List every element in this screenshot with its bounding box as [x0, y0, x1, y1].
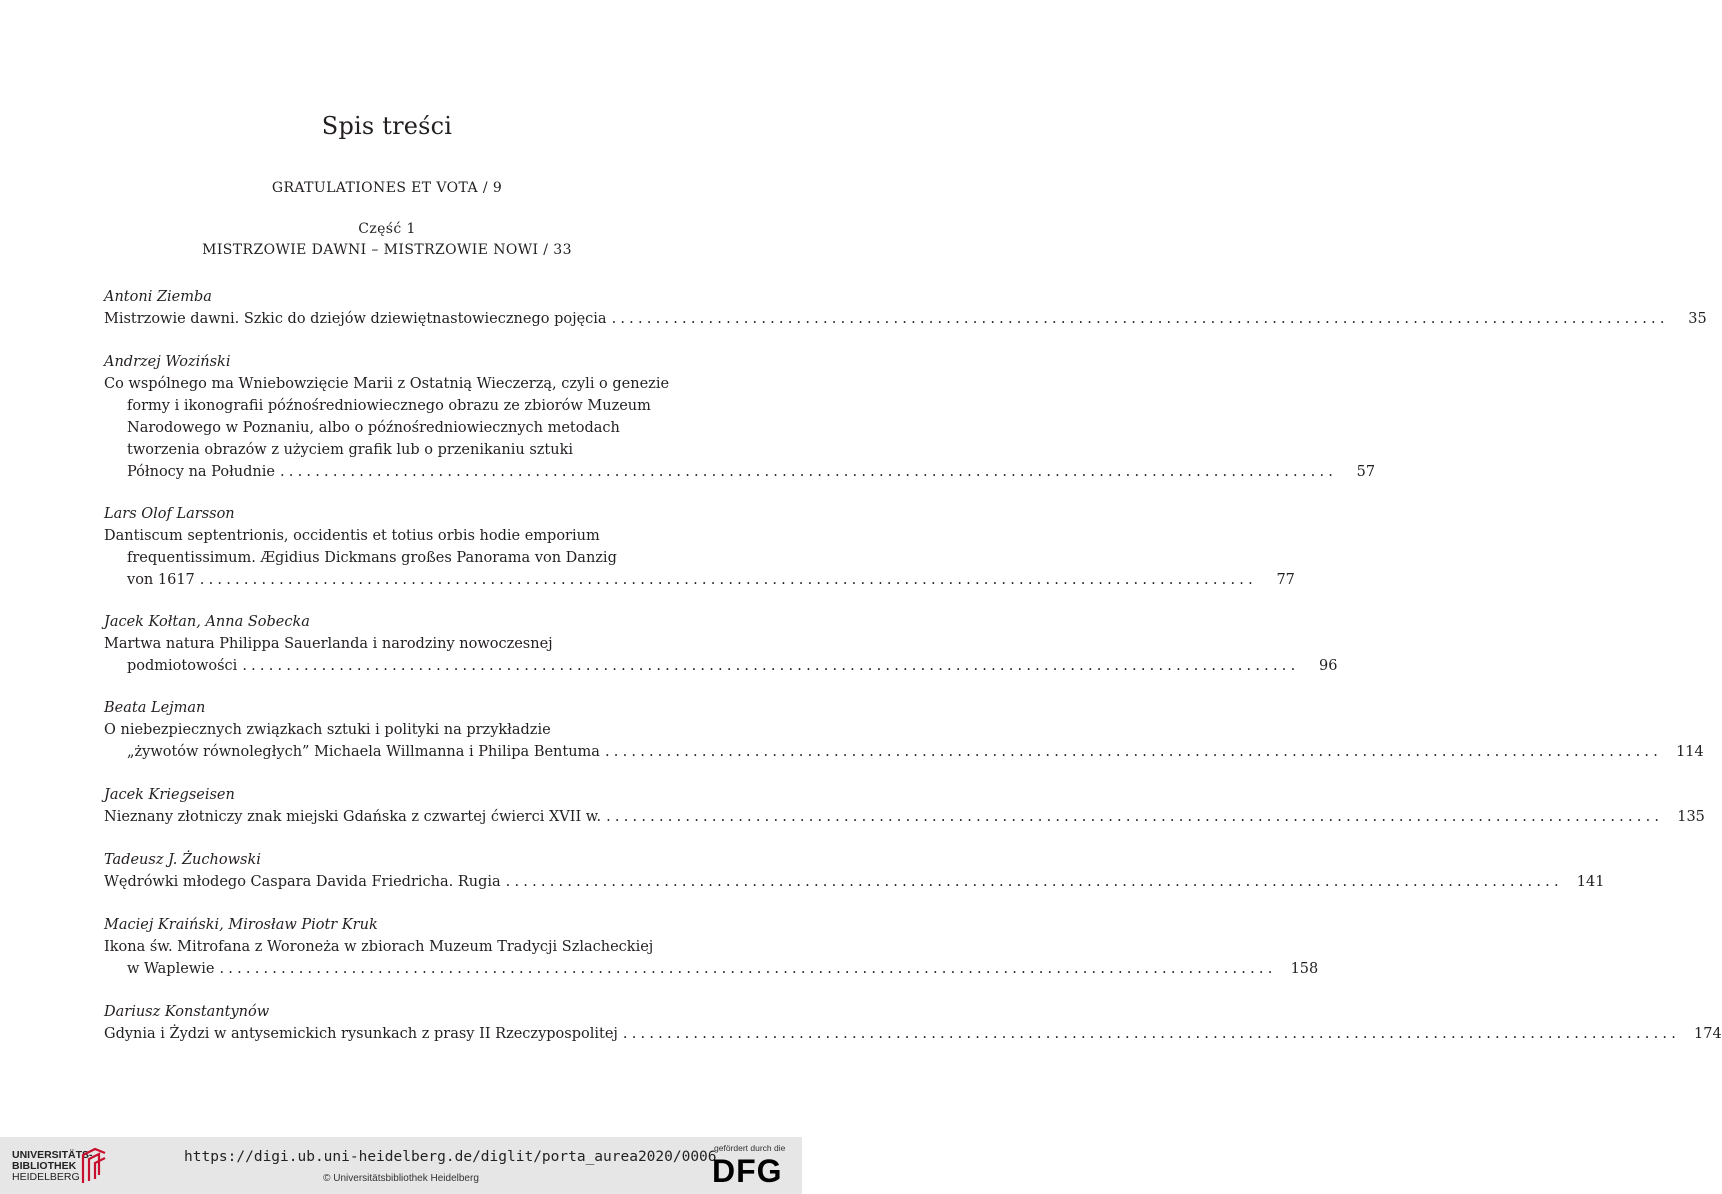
leader-dots: ........................................................................................................................ — [604, 744, 1663, 760]
toc-entry[interactable] — [104, 849, 1605, 893]
entry-title-line: Co wspólnego ma Wniebowzięcie Marii z Ostatnią Wieczerzą, czyli o genezie — [104, 376, 670, 392]
entry-author: Beata Lejman — [104, 700, 206, 716]
entry-page-number: 77 — [1276, 572, 1295, 588]
entry-page-number: 174 — [1694, 1026, 1722, 1042]
entry-title-line: O niebezpiecznych związkach sztuki i polityki na przykładzie — [104, 722, 551, 738]
toc-entry[interactable] — [104, 351, 1376, 483]
entry-title-last-line — [104, 741, 1704, 763]
toc-entry[interactable] — [104, 286, 1707, 330]
leader-dots: ........................................................................................................................ — [505, 874, 1563, 890]
entry-page-number: 135 — [1677, 809, 1705, 825]
page-title: Spis treści — [321, 112, 453, 140]
leader-dots: ........................................................................................................................ — [199, 572, 1257, 588]
footer-bar — [0, 1137, 802, 1194]
library-logo-line: UNIVERSITÄTS- — [12, 1149, 93, 1161]
entry-author: Maciej Kraiński, Mirosław Piotr Kruk — [104, 917, 378, 933]
dfg-logo[interactable]: DFG — [712, 1153, 783, 1189]
entry-author: Jacek Kołtan, Anna Sobecka — [104, 614, 310, 630]
entry-author: Dariusz Konstantynów — [104, 1004, 270, 1020]
entry-title-line: Narodowego w Poznaniu, albo o późnośredniowiecznych metodach — [127, 420, 620, 436]
library-logo-line: BIBLIOTHEK — [12, 1160, 77, 1172]
entry-title-last-line — [104, 308, 1707, 330]
entry-author: Lars Olof Larsson — [104, 506, 235, 522]
entry-title: „żywotów równoległych” Michaela Willmanna i Philipa Bentuma — [127, 744, 600, 760]
leader-dots: ........................................................................................................................ — [611, 311, 1669, 327]
entry-page-number: 35 — [1688, 311, 1707, 327]
entry-title-last-line — [104, 461, 1376, 483]
entry-title-line: tworzenia obrazów z użyciem grafik lub o przenikaniu sztuki — [127, 442, 574, 458]
entry-author: Andrzej Woziński — [104, 354, 231, 370]
entry-title-last-line — [104, 958, 1319, 980]
entry-page-number: 158 — [1290, 961, 1319, 977]
toc-entry[interactable] — [104, 503, 1295, 591]
entry-title: Wędrówki młodego Caspara Davida Friedricha. Rugia — [104, 874, 501, 890]
funder-label: gefördert durch die — [714, 1143, 786, 1153]
entry-title-last-line — [104, 806, 1705, 828]
entry-author: Jacek Kriegseisen — [104, 787, 235, 803]
entry-title-line: Ikona św. Mitrofana z Woroneża w zbiorach Muzeum Tradycji Szlacheckiej — [104, 939, 654, 955]
toc-entry[interactable] — [104, 784, 1705, 828]
entry-title: Gdynia i Żydzi w antysemickich rysunkach z prasy II Rzeczypospolitej — [104, 1026, 618, 1042]
entry-title: podmiotowości — [127, 658, 238, 674]
entry-title-last-line — [104, 871, 1605, 893]
part-label: Część 1 — [358, 221, 416, 237]
entry-title-line: Dantiscum septentrionis, occidentis et totius orbis hodie emporium — [104, 528, 600, 544]
entry-title-last-line — [104, 655, 1338, 677]
toc-entry[interactable] — [104, 697, 1704, 763]
entry-title-line: frequentissimum. Ægidius Dickmans großes Panorama von Danzig — [127, 550, 617, 566]
leader-dots: ........................................................................................................................ — [606, 809, 1664, 825]
leader-dots: ........................................................................................................................ — [622, 1026, 1681, 1042]
entry-title-last-line — [104, 1023, 1722, 1045]
toc-entry[interactable] — [104, 914, 1319, 980]
entry-title: w Waplewie — [127, 961, 215, 977]
entry-title: Nieznany złotniczy znak miejski Gdańska z czwartej ćwierci XVII w. — [104, 809, 602, 825]
part-heading[interactable]: MISTRZOWIE DAWNI – MISTRZOWIE NOWI / 33 — [202, 242, 572, 258]
entry-title-line: formy i ikonografii późnośredniowiecznego obrazu ze zbiorów Muzeum — [127, 398, 651, 414]
entry-title-last-line — [104, 569, 1295, 591]
entry-title: von 1617 — [127, 572, 195, 588]
entry-page-number: 57 — [1356, 464, 1376, 480]
leader-dots: ........................................................................................................................ — [242, 658, 1300, 674]
entry-title: Północy na Południe — [127, 464, 275, 480]
leader-dots: ........................................................................................................................ — [279, 464, 1338, 480]
entry-title: Mistrzowie dawni. Szkic do dziejów dziewiętnastowiecznego pojęcia — [104, 311, 607, 327]
entry-title-line: Martwa natura Philippa Sauerlanda i narodziny nowoczesnej — [104, 636, 553, 652]
source-url-link[interactable]: https://digi.ub.uni-heidelberg.de/diglit/porta_aurea2020/0006 — [184, 1149, 717, 1165]
intro-heading[interactable]: GRATULATIONES ET VOTA / 9 — [271, 180, 503, 196]
library-logo-line: HEIDELBERG — [12, 1171, 80, 1183]
leader-dots: ........................................................................................................................ — [219, 961, 1277, 977]
entry-author: Tadeusz J. Żuchowski — [104, 852, 261, 868]
entry-page-number: 96 — [1318, 658, 1338, 674]
copyright-text: © Universitätsbibliothek Heidelberg — [323, 1173, 479, 1184]
entry-author: Antoni Ziemba — [104, 289, 212, 305]
entry-page-number: 114 — [1676, 744, 1704, 760]
toc-entry[interactable] — [104, 1001, 1722, 1045]
entry-page-number: 141 — [1576, 874, 1605, 890]
toc-entry[interactable] — [104, 611, 1338, 677]
